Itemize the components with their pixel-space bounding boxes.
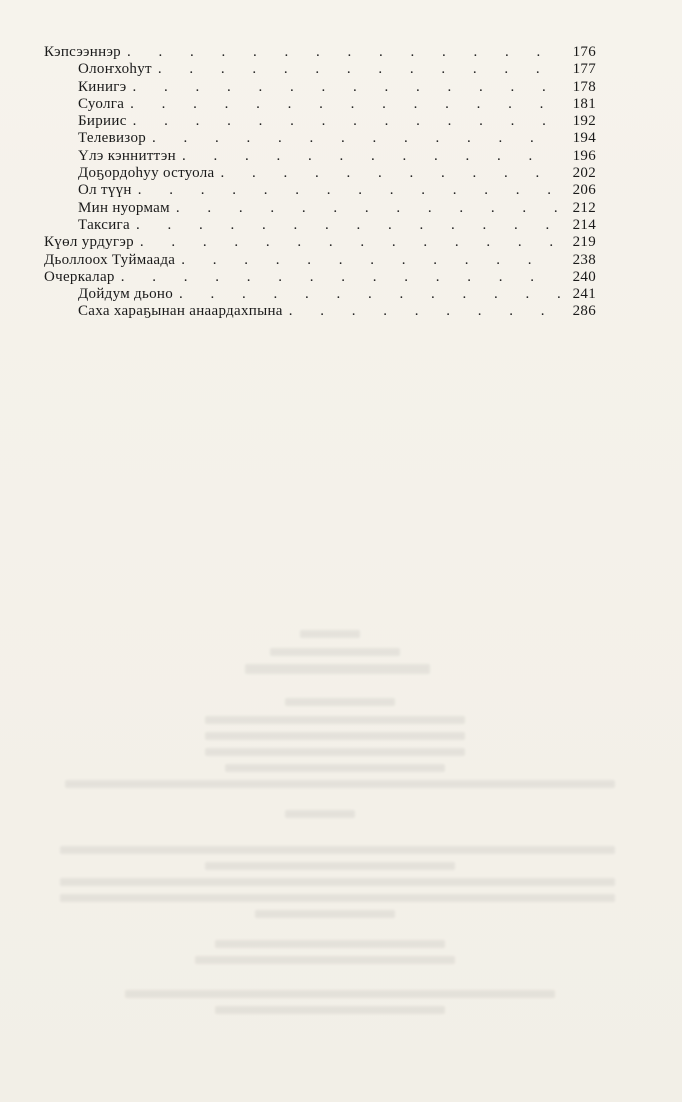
toc-entry-title: Кэпсээннэр: [44, 44, 121, 60]
toc-entry-page: 176: [572, 44, 596, 60]
toc-dot-leader: [182, 148, 560, 165]
toc-entry[interactable]: [44, 182, 596, 199]
toc-entry-title: Очеркалар: [44, 268, 115, 285]
toc-dot-leader: [130, 96, 560, 113]
toc-entry-title: Бириис: [78, 113, 127, 130]
toc-dot-leader: [176, 200, 560, 217]
toc-entry-page: 219: [572, 234, 596, 251]
toc-entry[interactable]: [44, 303, 596, 320]
toc-entry-title: Суолга: [78, 95, 125, 112]
toc-dot-leader: [152, 130, 560, 147]
toc-entry[interactable]: [44, 252, 596, 269]
toc-dot-leader: [181, 252, 560, 269]
toc-entry[interactable]: [44, 200, 596, 217]
toc-entry[interactable]: [44, 234, 596, 251]
toc-entry-title: Дьоллоох Туймаада: [44, 251, 176, 268]
toc-entry-title: Мин нуормам: [78, 199, 170, 216]
toc-dot-leader: [138, 182, 560, 199]
toc-entry-title: Саха хараҕынан анаардахпына: [78, 303, 283, 320]
toc-entry[interactable]: [44, 61, 596, 78]
toc-entry-page: 177: [572, 61, 596, 78]
toc-dot-leader: [158, 61, 560, 78]
toc-entry-page: 192: [572, 113, 596, 130]
toc-entry[interactable]: [44, 113, 596, 130]
toc-dot-leader: [136, 217, 560, 234]
toc-entry-page: 196: [572, 147, 596, 164]
table-of-contents: [44, 44, 596, 321]
toc-entry-page: 194: [572, 130, 596, 147]
toc-dot-leader: [221, 165, 560, 182]
show-through-imprint: [55, 620, 625, 1040]
toc-entry-page: 212: [572, 199, 596, 216]
toc-entry-title: Үлэ кэнниттэн: [78, 147, 176, 164]
toc-entry[interactable]: [44, 96, 596, 113]
toc-entry-page: 178: [572, 78, 596, 95]
toc-entry[interactable]: [44, 44, 596, 61]
toc-entry-title: Күөл урдугэр: [44, 234, 134, 251]
toc-dot-leader: [289, 303, 560, 320]
toc-entry-title: Дойдум дьоно: [78, 286, 174, 303]
toc-entry-page: 206: [572, 182, 596, 199]
toc-entry[interactable]: [44, 148, 596, 165]
toc-entry-page: 286: [572, 303, 596, 320]
toc-entry-title: Таксига: [78, 216, 130, 233]
toc-entry-page: 241: [572, 286, 596, 303]
toc-entry-title: Доҕордоһуу остуола: [78, 165, 215, 182]
toc-entry-page: 214: [572, 216, 596, 233]
toc-dot-leader: [121, 269, 560, 286]
toc-dot-leader: [140, 234, 560, 251]
toc-entry[interactable]: [44, 217, 596, 234]
toc-entry[interactable]: [44, 286, 596, 303]
toc-entry[interactable]: [44, 269, 596, 286]
toc-entry-page: 240: [572, 268, 596, 285]
toc-entry-title: Ол түүн: [78, 182, 132, 199]
toc-entry[interactable]: [44, 79, 596, 96]
toc-entry[interactable]: [44, 165, 596, 182]
toc-entry[interactable]: [44, 130, 596, 147]
toc-entry-page: 202: [572, 165, 596, 182]
toc-entry-page: 238: [572, 251, 596, 268]
toc-entry-title: Кинигэ: [78, 78, 127, 95]
toc-dot-leader: [179, 286, 560, 303]
toc-dot-leader: [127, 44, 560, 61]
toc-entry-title: Телевизор: [78, 130, 147, 147]
toc-entry-title: Олоҥхоһут: [78, 61, 152, 78]
toc-dot-leader: [133, 113, 560, 130]
toc-dot-leader: [132, 79, 560, 96]
toc-entry-page: 181: [572, 95, 596, 112]
